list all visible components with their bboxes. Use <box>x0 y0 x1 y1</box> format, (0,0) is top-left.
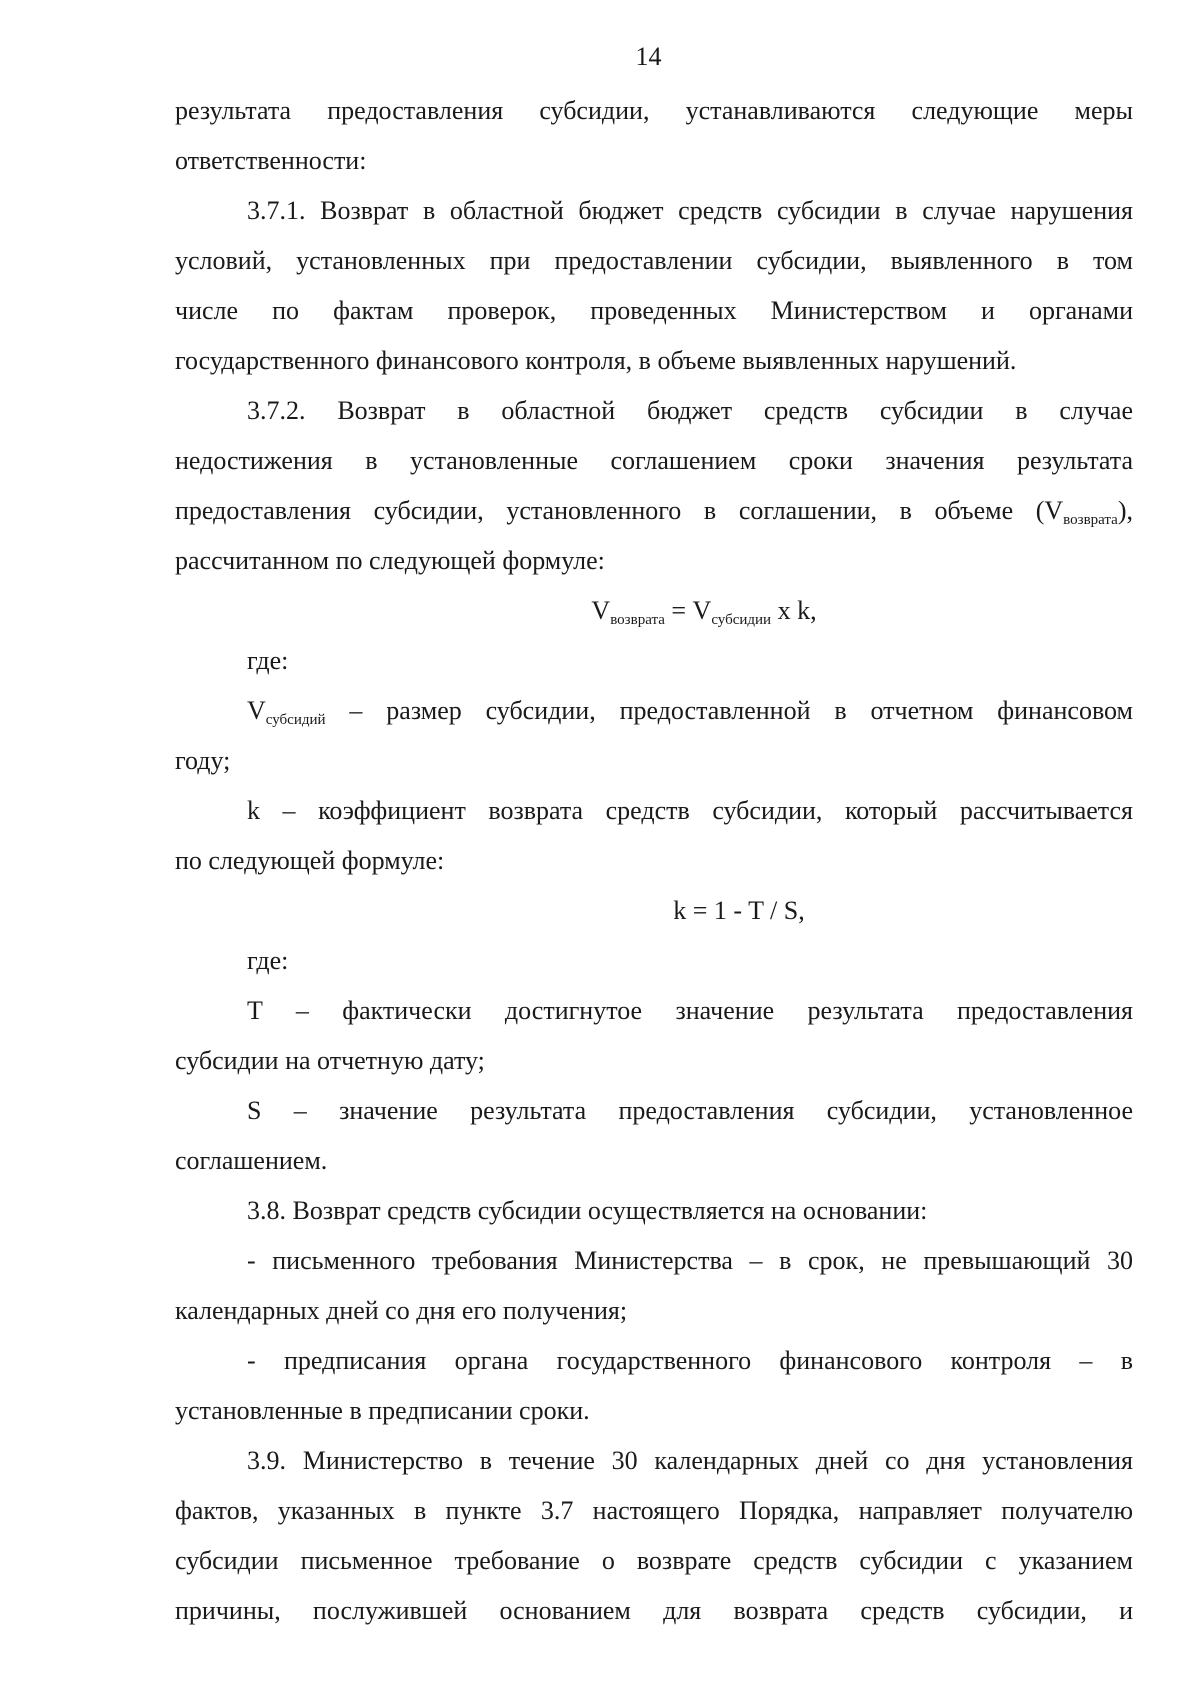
text-line: 3.7.1. Возврат в областной бюджет средств субсидии в случае нарушения <box>247 196 1133 225</box>
text-line: по следующей формуле: <box>175 846 445 875</box>
paragraph-3-8: 3.8. Возврат средств субсидии осуществляется на основании: <box>247 1196 928 1225</box>
text-line: числе по фактам проверок, проведенных Министерством и органами <box>175 296 1133 325</box>
text-line: результата предоставления субсидии, устанавливаются следующие меры <box>175 96 1133 125</box>
formula-subscript: возврата <box>610 612 665 628</box>
text-line: государственного финансового контроля, в объеме выявленных нарушений. <box>175 346 1017 375</box>
text-line: календарных дней со дня его получения; <box>175 1296 628 1325</box>
text-line: k – коэффициент возврата средств субсидии, который рассчитывается <box>247 796 1133 825</box>
text-line: причины, послужившей основанием для возврата средств субсидии, и <box>175 1596 1133 1625</box>
text-line-with-subscript <box>175 486 1133 536</box>
text-line: ответственности: <box>175 146 367 175</box>
text-line-with-subscript <box>175 686 1133 736</box>
text-line: 3.7.2. Возврат в областной бюджет средств субсидии в случае <box>247 396 1133 425</box>
text-line: - предписания органа государственного финансового контроля – в <box>247 1346 1133 1375</box>
text-line: недостижения в установленные соглашением сроки значения результата <box>175 446 1133 475</box>
formula-return-volume <box>175 586 1133 636</box>
text-line: субсидии на отчетную дату; <box>175 1046 485 1075</box>
text-line: условий, установленных при предоставлении субсидии, выявленного в том <box>175 246 1133 275</box>
document-body <box>175 86 1133 1636</box>
line-end: ), <box>1117 496 1133 525</box>
def-var: V <box>247 696 266 725</box>
paragraph-intro <box>175 86 1133 186</box>
line-text: предоставления субсидии, установленного в соглашении, в объеме (V <box>175 496 1064 525</box>
formula-subscript: субсидии <box>711 612 772 628</box>
text-line: году; <box>175 746 231 775</box>
bullet-order <box>175 1336 1133 1436</box>
text-line: соглашением. <box>175 1146 328 1175</box>
definition-t <box>175 986 1133 1086</box>
definition-v-subsidy <box>175 686 1133 786</box>
text-line: T – фактически достигнутое значение результата предоставления <box>247 996 1133 1025</box>
formula-var: V <box>591 596 611 625</box>
text-line: фактов, указанных в пункте 3.7 настоящего Порядка, направляет получателю <box>175 1496 1133 1525</box>
definition-k <box>175 786 1133 886</box>
def-subscript: субсидий <box>265 712 326 728</box>
text-line: S – значение результата предоставления субсидии, установленное <box>247 1096 1133 1125</box>
paragraph-3-7-2 <box>175 386 1133 586</box>
text-line: субсидии письменное требование о возврате средств субсидии с указанием <box>175 1546 1133 1575</box>
where-label: где: <box>247 946 289 975</box>
text-line: - письменного требования Министерства – в срок, не превышающий 30 <box>247 1246 1133 1275</box>
def-text: – размер субсидии, предоставленной в отчетном финансовом <box>325 696 1133 725</box>
subscript: возврата <box>1063 512 1118 528</box>
text-line: рассчитанном по следующей формуле: <box>175 546 605 575</box>
paragraph-3-7-1 <box>175 186 1133 386</box>
page-number: 14 <box>635 42 662 71</box>
where-label: где: <box>247 646 289 675</box>
formula-mid: = V <box>664 596 712 625</box>
text-line: 3.9. Министерство в течение 30 календарных дней со дня установления <box>247 1446 1133 1475</box>
formula-coefficient: k = 1 - T / S, <box>673 896 805 925</box>
formula-end: x k, <box>771 596 817 625</box>
paragraph-3-9 <box>175 1436 1133 1636</box>
bullet-written-demand <box>175 1236 1133 1336</box>
definition-s <box>175 1086 1133 1186</box>
text-line: установленные в предписании сроки. <box>175 1396 590 1425</box>
